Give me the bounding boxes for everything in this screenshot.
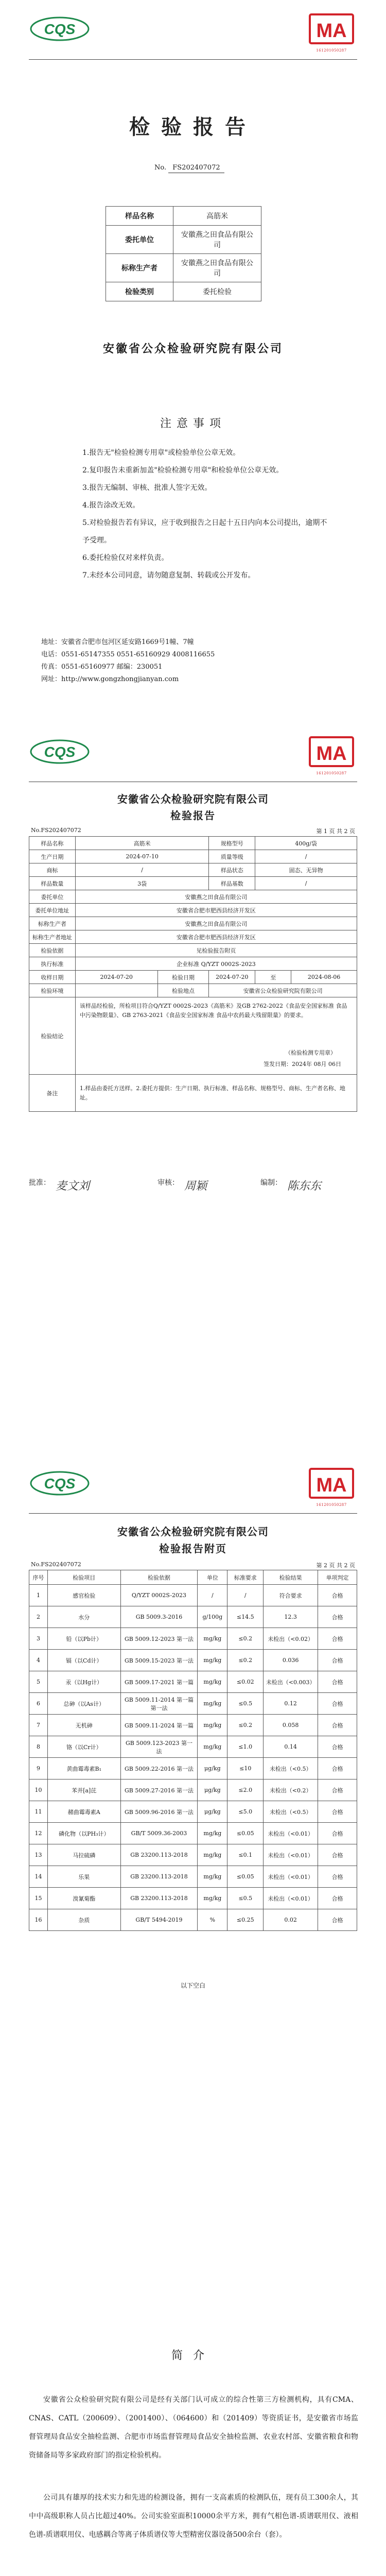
- appendix-cell: GB/T 5494-2019: [120, 1909, 198, 1931]
- info-row: [106, 254, 261, 282]
- edit-signature: 陈东东: [287, 1180, 322, 1193]
- cell-value: 2024-07-20: [209, 971, 255, 984]
- appendix-cell: GB 5009.123-2023 第一法: [120, 1736, 198, 1758]
- cell-value: 安徽燕之田食品有限公司: [75, 917, 357, 930]
- appendix-cell: 未检出（<0.01）: [264, 1866, 318, 1888]
- col-header: 单项判定: [318, 1570, 357, 1585]
- info-value: 高筋米: [173, 207, 261, 226]
- appendix-org: 安徽省公众检验研究院有限公司: [117, 1526, 269, 1538]
- cell-key: 检验依据: [29, 944, 76, 957]
- remark-text: 1.样品由委托方送样。2.委托方提供：生产日期、执行标准、样品名称、规格型号、商标、生产者名称、地址。: [75, 1075, 357, 1112]
- cell-value: 高筋米: [75, 837, 209, 850]
- appendix-cell: ≤2.0: [227, 1780, 264, 1801]
- appendix-cell: ≤5.0: [227, 1801, 264, 1823]
- appendix-cell: ≤14.5: [227, 1606, 264, 1628]
- table-row: [29, 863, 357, 877]
- cell-key: 质量等级: [209, 850, 255, 863]
- appendix-cell: mg/kg: [198, 1866, 227, 1888]
- table-row: [29, 971, 357, 984]
- appendix-cell: μg/kg: [198, 1801, 227, 1823]
- appendix-cell: 8: [29, 1736, 48, 1758]
- appendix-cell: mg/kg: [198, 1823, 227, 1844]
- appendix-cell: GB 23200.113-2018: [120, 1866, 198, 1888]
- cell-value: 2024-07-10: [75, 850, 209, 863]
- intro-page: [0, 2267, 386, 2576]
- appendix-cell: GB 5009.27-2016 第一法: [120, 1780, 198, 1801]
- appendix-row: [29, 1866, 357, 1888]
- appendix-cell: 未检出（<0.003）: [264, 1671, 318, 1693]
- info-key: 样品名称: [106, 207, 173, 226]
- appendix-cell: 无机砷: [47, 1715, 120, 1736]
- cell-value: 企业标准 Q/YZT 0002S-2023: [75, 957, 357, 971]
- cell-key: 检验地点: [157, 984, 209, 997]
- ma-caption: 161201050287: [316, 1503, 347, 1507]
- notice-title: 注意事项: [160, 417, 226, 430]
- appendix-cell: GB 5009.11-2024 第一篇: [120, 1715, 198, 1736]
- cell-value: 400g/袋: [255, 837, 357, 850]
- info-row: [106, 207, 261, 226]
- cell-key: 检验环境: [29, 984, 76, 997]
- contact-block: [41, 636, 350, 686]
- col-header: 序号: [29, 1570, 48, 1585]
- appendix-cell: 合格: [318, 1736, 357, 1758]
- appendix-cell: 未检出（<0.02）: [264, 1628, 318, 1650]
- appendix-row: [29, 1671, 357, 1693]
- info-value: 委托检验: [173, 282, 261, 301]
- conclusion-cell: [75, 997, 357, 1075]
- appendix-header-row: [29, 1570, 357, 1585]
- appendix-cell: 未检出（<0.01）: [264, 1888, 318, 1909]
- table-row: [29, 850, 357, 863]
- appendix-cell: 合格: [318, 1585, 357, 1606]
- edit-label: 编制：: [260, 1179, 282, 1187]
- appendix-cell: ≤0.2: [227, 1715, 264, 1736]
- col-header: 检验依据: [120, 1570, 198, 1585]
- svg-text:MA: MA: [316, 1475, 347, 1496]
- ma-caption: 161201050287: [316, 48, 347, 53]
- appendix-row: [29, 1844, 357, 1866]
- notice-item: 6.委托检验仅对来样负责。: [82, 554, 169, 562]
- appendix-cell: GB/T 5009.36-2003: [120, 1823, 198, 1844]
- report-table: [29, 836, 357, 1112]
- svg-text:CQS: CQS: [44, 744, 76, 760]
- cell-value: 安徽燕之田食品有限公司: [75, 890, 357, 904]
- appendix-cell: 7: [29, 1715, 48, 1736]
- appendix-row: [29, 1888, 357, 1909]
- cell-key: 收样日期: [29, 971, 76, 984]
- appendix-cell: 合格: [318, 1650, 357, 1671]
- appendix-row: [29, 1801, 357, 1823]
- appendix-row: [29, 1693, 357, 1715]
- notice-item: 7.未经本公司同意，请勿随意复制、转载或公开发布。: [82, 571, 255, 580]
- table-row: [29, 930, 357, 944]
- appendix-cell: 5: [29, 1671, 48, 1693]
- appendix-cell: ≤10: [227, 1758, 264, 1780]
- ma-logo: [306, 12, 357, 53]
- table-row: [29, 984, 357, 997]
- cell-key: 备注: [29, 1075, 76, 1112]
- cqs-logo: [29, 15, 91, 47]
- cell-key: 样品基数: [209, 877, 255, 890]
- appendix-cell: 12: [29, 1823, 48, 1844]
- cell-value: 2024-08-06: [291, 971, 357, 984]
- table-row: [29, 944, 357, 957]
- intro-paragraph: 安徽省公众检验研究院有限公司是经有关部门认可成立的综合性第三方检测机构，具有CMA、CNAS、CATL（200609）、（2001400）、（064600）和（201409）等资质证书，是安徽省市场监督管理局食品安全抽检监测、合肥市市场监督管理局食品安全抽检监测、农业农村部、安徽省粮食和物资储备局等多家政府部门的指定检验机构。: [29, 2396, 358, 2460]
- appendix-row: [29, 1823, 357, 1844]
- appendix-cell: 1: [29, 1585, 48, 1606]
- contact-fax: 传真：0551-65160977 邮编：230051: [41, 663, 163, 671]
- cell-key: 样品名称: [29, 837, 76, 850]
- appendix-cell: GB 5009.17-2021 第一篇: [120, 1671, 198, 1693]
- table-row: [29, 904, 357, 917]
- cell-key: 规格型号: [209, 837, 255, 850]
- appendix-cell: 合格: [318, 1693, 357, 1715]
- appendix-cell: 杂质: [47, 1909, 120, 1931]
- appendix-cell: ≤0.25: [227, 1909, 264, 1931]
- appendix-cell: 赭曲霉毒素A: [47, 1801, 120, 1823]
- appendix-cell: 3: [29, 1628, 48, 1650]
- appendix-row: [29, 1715, 357, 1736]
- conclusion-text: 该样品经检验，所检项目符合Q/YZT 0002S-2023《高筋米》及GB 2762-2022《食品安全国家标准 食品中污染物限量》、GB 2763-2021《食品安全国家标准 食品中农药最大残留限量》的要求。: [79, 1003, 347, 1019]
- cell-key: 委托单位: [29, 890, 76, 904]
- appendix-title: 检验报告附页: [159, 1543, 227, 1555]
- appendix-cell: 合格: [318, 1823, 357, 1844]
- contact-phone: 电话：0551-65147355 0551-65160929 4008116655: [41, 651, 215, 658]
- appendix-cell: 苯并[a]芘: [47, 1780, 120, 1801]
- appendix-cell: /: [198, 1585, 227, 1606]
- appendix-cell: /: [227, 1585, 264, 1606]
- approve-signature: 麦文刘: [56, 1180, 90, 1193]
- appendix-cell: 铅（以Pb计）: [47, 1628, 120, 1650]
- appendix-cell: 未检出（<0.5）: [264, 1801, 318, 1823]
- cell-key: 商标: [29, 863, 76, 877]
- report-number-label: No.: [154, 164, 167, 172]
- intro-paragraph: 公司具有雄厚的技术实力和先进的检测设备，拥有一支高素质的检测队伍，现有员工300余人，其中中高级职称人员占比超过40%。公司实验室面积10000余平方米，拥有气相色谱-质谱联用仪、液相色谱-质谱联用仪、电感耦合等离子体质谱仪等大型精密仪器设备500余台（套）。: [29, 2494, 358, 2539]
- appendix-cell: 黄曲霉毒素B₁: [47, 1758, 120, 1780]
- appendix-cell: 未检出（<0.01）: [264, 1844, 318, 1866]
- cell-value: 见检验报告附页: [75, 944, 357, 957]
- appendix-cell: 合格: [318, 1671, 357, 1693]
- table-row: [29, 837, 357, 850]
- intro-title: 简介: [171, 2349, 215, 2362]
- info-value: 安徽燕之田食品有限公司: [173, 254, 261, 282]
- appendix-cell: 未检出（<0.01）: [264, 1823, 318, 1844]
- appendix-cell: 合格: [318, 1866, 357, 1888]
- cell-value: 固态、无异物: [255, 863, 357, 877]
- appendix-cell: %: [198, 1909, 227, 1931]
- appendix-cell: 合格: [318, 1715, 357, 1736]
- cell-key: 生产日期: [29, 850, 76, 863]
- cell-key: 检验结论: [29, 997, 76, 1075]
- cell-key: 执行标准: [29, 957, 76, 971]
- ma-logo: [306, 1467, 357, 1507]
- appendix-cell: ≤0.05: [227, 1823, 264, 1844]
- col-header: 检验项目: [47, 1570, 120, 1585]
- notice-item: 2.复印报告未重新加盖"检验检测专用章"和检验单位公章无效。: [82, 466, 284, 474]
- header-rule: [29, 59, 357, 60]
- appendix-cell: ≤0.5: [227, 1693, 264, 1715]
- appendix-cell: 总砷（以As计）: [47, 1693, 120, 1715]
- appendix-cell: 符合要求: [264, 1585, 318, 1606]
- table-row: [29, 997, 357, 1075]
- ma-caption: 161201050287: [316, 771, 347, 775]
- appendix-cell: μg/kg: [198, 1780, 227, 1801]
- cell-value: /: [75, 863, 209, 877]
- appendix-cell: 合格: [318, 1844, 357, 1866]
- appendix-cell: ≤0.2: [227, 1628, 264, 1650]
- appendix-cell: ≤0.5: [227, 1888, 264, 1909]
- report-title: 检验报告: [170, 809, 216, 822]
- table-row: [29, 890, 357, 904]
- appendix-cell: 乐果: [47, 1866, 120, 1888]
- svg-text:MA: MA: [316, 743, 347, 765]
- info-value: 安徽燕之田食品有限公司: [173, 226, 261, 254]
- appendix-cell: 4: [29, 1650, 48, 1671]
- appendix-cell: 溴氰菊酯: [47, 1888, 120, 1909]
- appendix-cell: mg/kg: [198, 1671, 227, 1693]
- approve-label: 批准：: [29, 1179, 50, 1187]
- appendix-cell: 0.036: [264, 1650, 318, 1671]
- appendix-cell: GB 5009.12-2023 第一法: [120, 1628, 198, 1650]
- appendix-cell: GB 23200.113-2018: [120, 1888, 198, 1909]
- info-key: 标称生产者: [106, 254, 173, 282]
- appendix-cell: 15: [29, 1888, 48, 1909]
- cell-value: /: [255, 877, 357, 890]
- appendix-cell: 0.14: [264, 1736, 318, 1758]
- appendix-row: [29, 1606, 357, 1628]
- contact-address: 地址：安徽省合肥市包河区延安路1669号1幢、7幢: [41, 638, 194, 646]
- report-number-value: FS202407072: [168, 164, 224, 173]
- appendix-row: [29, 1758, 357, 1780]
- cell-key: 委托单位地址: [29, 904, 76, 917]
- appendix-cell: ≤0.05: [227, 1866, 264, 1888]
- appendix-cell: 马拉硫磷: [47, 1844, 120, 1866]
- appendix-cell: mg/kg: [198, 1715, 227, 1736]
- report-no: No.FS202407072: [31, 827, 81, 834]
- cell-key: 样品数量: [29, 877, 76, 890]
- appendix-row: [29, 1585, 357, 1606]
- cover-page: [0, 0, 386, 724]
- appendix-cell: 0.058: [264, 1715, 318, 1736]
- appendix-cell: 感官检验: [47, 1585, 120, 1606]
- svg-text:MA: MA: [316, 20, 347, 42]
- appendix-cell: GB 5009.3-2016: [120, 1606, 198, 1628]
- cqs-logo: [29, 738, 91, 770]
- cell-key: 样品状态: [209, 863, 255, 877]
- appendix-cell: 磷化物（以PH₃计）: [47, 1823, 120, 1844]
- appendix-cell: GB 5009.11-2014 第一篇 第一法: [120, 1693, 198, 1715]
- appendix-cell: 13: [29, 1844, 48, 1866]
- appendix-row: [29, 1650, 357, 1671]
- appendix-cell: 12.3: [264, 1606, 318, 1628]
- appendix-cell: 合格: [318, 1628, 357, 1650]
- table-row: [29, 877, 357, 890]
- appendix-cell: mg/kg: [198, 1628, 227, 1650]
- table-row: [29, 1075, 357, 1112]
- col-header: 标准要求: [227, 1570, 264, 1585]
- appendix-cell: 合格: [318, 1888, 357, 1909]
- appendix-cell: mg/kg: [198, 1650, 227, 1671]
- notice-item: 3.报告无编制、审核、批准人签字无效。: [82, 484, 212, 492]
- appendix-cell: Q/YZT 0002S-2023: [120, 1585, 198, 1606]
- appendix-cell: mg/kg: [198, 1736, 227, 1758]
- report-cover-title: 检验报告: [129, 115, 257, 139]
- cell-key: 标称生产者: [29, 917, 76, 930]
- appendix-footer: 以下空白: [180, 1982, 205, 1989]
- institute-name: 安徽省公众检验研究院有限公司: [102, 342, 283, 355]
- sign-date: 签发日期：2024年 08月 06日: [264, 1061, 341, 1067]
- cell-value: 3袋: [75, 877, 209, 890]
- appendix-cell: 10: [29, 1780, 48, 1801]
- appendix-page-no: 第 2 页 共 2 页: [316, 1562, 355, 1569]
- cell-key: 至: [255, 971, 291, 984]
- appendix-cell: 水分: [47, 1606, 120, 1628]
- appendix-cell: 合格: [318, 1780, 357, 1801]
- appendix-cell: mg/kg: [198, 1693, 227, 1715]
- appendix-cell: 16: [29, 1909, 48, 1931]
- cover-info-table: [106, 206, 261, 301]
- info-row: [106, 226, 261, 254]
- appendix-cell: ≤1.0: [227, 1736, 264, 1758]
- notice-item: 4.报告涂改无效。: [82, 501, 140, 510]
- appendix-row: [29, 1736, 357, 1758]
- review-label: 审核：: [157, 1179, 179, 1187]
- appendix-cell: 合格: [318, 1606, 357, 1628]
- appendix-cell: GB 5009.96-2016 第一法: [120, 1801, 198, 1823]
- appendix-cell: 合格: [318, 1801, 357, 1823]
- appendix-table: [29, 1570, 357, 1931]
- appendix-cell: 11: [29, 1801, 48, 1823]
- notice-item: 5.对检验报告若有异议，应于收到报告之日起十五日内向本公司提出，逾期不予受理。: [82, 519, 327, 545]
- appendix-cell: GB 5009.22-2016 第一法: [120, 1758, 198, 1780]
- appendix-cell: mg/kg: [198, 1844, 227, 1866]
- appendix-cell: GB 5009.15-2023 第一法: [120, 1650, 198, 1671]
- appendix-page: [0, 1455, 386, 2267]
- appendix-cell: 14: [29, 1866, 48, 1888]
- review-signature: 周颖: [184, 1180, 207, 1193]
- report-number: [154, 164, 224, 173]
- cqs-logo: [29, 1470, 91, 1502]
- appendix-cell: 未检出（<0.2）: [264, 1780, 318, 1801]
- cell-key: 检验日期: [157, 971, 209, 984]
- appendix-row: [29, 1909, 357, 1931]
- report-page: 第 1 页 共 2 页: [316, 828, 355, 835]
- report-org: 安徽省公众检验研究院有限公司: [117, 793, 269, 805]
- cell-value: /: [255, 850, 357, 863]
- appendix-cell: μg/kg: [198, 1758, 227, 1780]
- appendix-cell: g/100g: [198, 1606, 227, 1628]
- appendix-row: [29, 1628, 357, 1650]
- cell-value: [75, 984, 157, 997]
- appendix-row: [29, 1780, 357, 1801]
- appendix-cell: 6: [29, 1693, 48, 1715]
- appendix-cell: 镉（以Cd计）: [47, 1650, 120, 1671]
- col-header: 检验结果: [264, 1570, 318, 1585]
- cell-value: 安徽省公众检验研究院有限公司: [209, 984, 357, 997]
- appendix-cell: 0.02: [264, 1909, 318, 1931]
- cell-value: 安徽省合肥市肥西县经济开发区: [75, 930, 357, 944]
- appendix-cell: ≤0.02: [227, 1671, 264, 1693]
- report-page: [0, 724, 386, 1455]
- notice-item: 1.报告无"检验检测专用章"或检验单位公章无效。: [82, 449, 240, 457]
- appendix-cell: 2: [29, 1606, 48, 1628]
- appendix-cell: 铬（以Cr计）: [47, 1736, 120, 1758]
- appendix-cell: 合格: [318, 1909, 357, 1931]
- cell-value: 2024-07-20: [75, 971, 157, 984]
- cell-key: 标称生产者地址: [29, 930, 76, 944]
- appendix-cell: 9: [29, 1758, 48, 1780]
- appendix-cell: ≤0.2: [227, 1650, 264, 1671]
- seal-label: （检验检测专用章）: [285, 1049, 336, 1056]
- header-rule: [29, 1513, 357, 1514]
- appendix-cell: 汞（以Hg计）: [47, 1671, 120, 1693]
- appendix-cell: 0.12: [264, 1693, 318, 1715]
- cell-value: 安徽省合肥市肥西县经济开发区: [75, 904, 357, 917]
- svg-text:CQS: CQS: [44, 21, 76, 37]
- info-row: [106, 282, 261, 301]
- table-row: [29, 917, 357, 930]
- info-key: 委托单位: [106, 226, 173, 254]
- appendix-cell: ≤0.1: [227, 1844, 264, 1866]
- appendix-cell: GB 23200.113-2018: [120, 1844, 198, 1866]
- table-row: [29, 957, 357, 971]
- info-key: 检验类别: [106, 282, 173, 301]
- svg-text:CQS: CQS: [44, 1476, 76, 1492]
- appendix-no: No.FS202407072: [31, 1561, 81, 1568]
- appendix-cell: 合格: [318, 1758, 357, 1780]
- appendix-cell: 未检出（<0.5）: [264, 1758, 318, 1780]
- contact-website: 网址：http://www.gongzhongjianyan.com: [41, 675, 179, 683]
- notice-list: [82, 444, 329, 584]
- ma-logo: [306, 735, 357, 775]
- col-header: 单位: [198, 1570, 227, 1585]
- appendix-cell: mg/kg: [198, 1888, 227, 1909]
